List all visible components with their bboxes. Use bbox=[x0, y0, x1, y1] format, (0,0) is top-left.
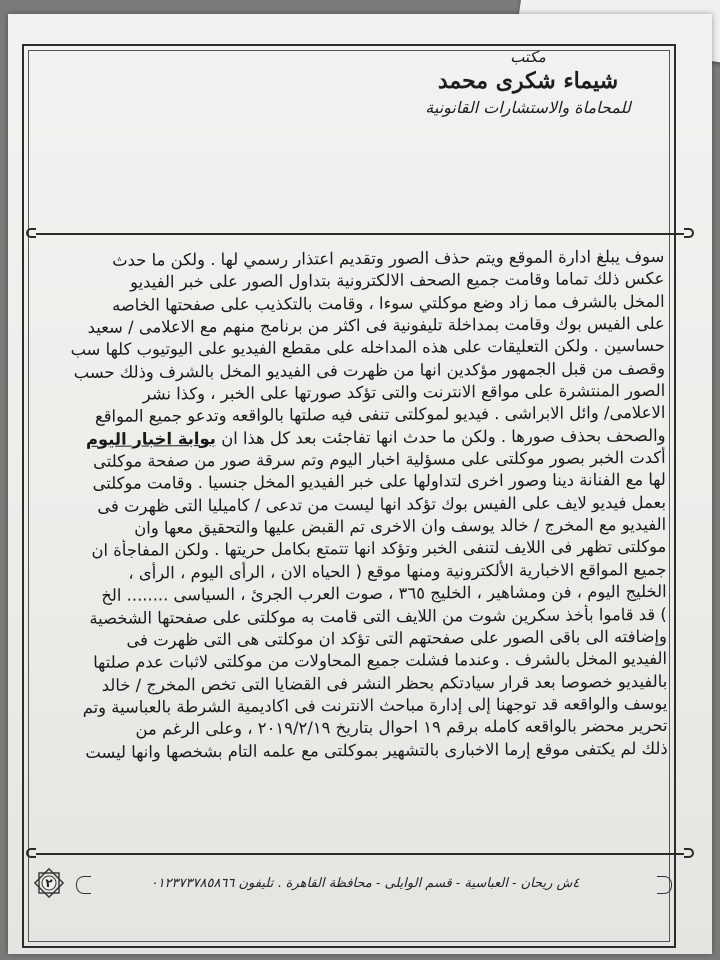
letterhead-subtitle: للمحاماة والاستشارات القانونية bbox=[425, 98, 631, 117]
divider-cap-right bbox=[684, 228, 694, 238]
body-line: الصور المنتشرة على مواقع الانترنت والتى تؤكد صورتها على الخبر ، وكذا نشر bbox=[142, 380, 666, 404]
divider-cap-left bbox=[26, 228, 36, 238]
body-line: موكلتى تظهر فى اللايف لتنفى الخبر وتؤكد انها تتمتع بكامل حريتها . ولكن المفاجأة ان bbox=[91, 537, 667, 561]
divider-line bbox=[36, 233, 684, 235]
divider-cap-right bbox=[684, 848, 694, 858]
body-line: الخليج اليوم ، فن ومشاهير ، الخليج ٣٦٥ ، صوت العرب الجرئ ، السياسى ........ الخ bbox=[101, 582, 667, 605]
body-line: وإضافته الى باقى الصور على صفحتهم التى تؤكد ان موكلتى هى التى ظهرت فى bbox=[126, 626, 667, 650]
body-line: ) قد قاموا بأخذ سكرين شوت من اللايف التى قامت به موكلتى على صفحتها الشخصية bbox=[89, 604, 667, 628]
body-line: لها مع الفنانة دينا وصور اخرى لتداولها على خبر الفيديو المخل جنسيا . وقامت موكلتى bbox=[92, 470, 666, 494]
divider-cap-left bbox=[26, 848, 36, 858]
body-line: حساسين . ولكن التعليقات على هذه المداخله على مقطع الفيديو على اليوتيوب كلها سب bbox=[70, 336, 665, 360]
footer-bracket-left bbox=[76, 876, 91, 894]
body-line: بالفيديو خصوصا بعد قرار سيادتكم بحظر النشر فى القضايا التى تخص المخرج / خالد bbox=[101, 671, 668, 695]
letterhead bbox=[378, 48, 678, 120]
body-line: وقصف من قبل الجمهور مؤكدين انها من ظهرت فى الفيديو المخل بالشرف وذلك حسب bbox=[73, 358, 666, 382]
body-line: أكدت الخبر بصور موكلتى على مسؤلية اخبار اليوم وتم سرقة صور من صفحة موكلتى bbox=[93, 447, 666, 471]
body-line: سوف يبلغ ادارة الموقع ويتم حذف الصور وتقديم اعتذار رسمي لها . ولكن ما حدث bbox=[112, 246, 665, 270]
body-line: جميع المواقع الاخبارية الألكترونية ومنها موقع ( الحياه الان ، الرأى اليوم ، الرأى ، bbox=[128, 559, 667, 583]
body-line: عكس ذلك تماما وقامت جميع الصحف الالكترونية بتداول الصور على خبر الفيديو bbox=[130, 269, 665, 292]
body-line: ذلك لم يكتفى موقع إرما الاخبارى بالتشهير بموكلتى مع علمه التام بشخصها وانها ليست bbox=[85, 738, 668, 762]
page-number-badge bbox=[32, 866, 66, 900]
letterhead-lawyer-name: شيماء شكرى محمد bbox=[437, 68, 619, 94]
body-line: الاعلامى/ وائل الابراشى . فيديو لموكلتى تنفى فيه صلتها بالواقعه وتدعو جميع المواقع bbox=[94, 403, 666, 427]
footer-divider bbox=[26, 850, 694, 858]
underlined-source-name: بوابة اخبار اليوم bbox=[85, 428, 217, 449]
body-line: على الفيس بوك وقامت بمداخلة تليفونية فى اكثر من برنامج منهم مع الاعلامى / سعيد bbox=[87, 313, 665, 337]
body-line: بعمل فيديو لايف على الفيس بوك تؤكد انها ليست من تدعى / كاميليا التى ظهرت فى bbox=[97, 492, 667, 516]
body-line: تحرير محضر بالواقعه كامله برقم ١٩ احوال بتاريخ ٢٠١٩/٢/١٩ ، وعلى الرغم من bbox=[135, 716, 668, 739]
body-line: يوسف والواقعه قد توجهنا إلى إدارة مباحث الانترنت فى اكاديمية الشرطة بالعباسية وتم bbox=[82, 693, 668, 717]
divider-line bbox=[36, 853, 684, 855]
body-line-text: والصحف بحذف صورها . ولكن ما حدث انها تفاجئت بعد كل هذا ان bbox=[221, 425, 666, 448]
body-text bbox=[54, 246, 668, 764]
footer-address: ٤ش ريحان - العباسية - قسم الوايلى - محافظة القاهرة . تليفون ٠١٢٣٧٣٧٨٥٨٦٦ bbox=[150, 876, 580, 891]
header-divider bbox=[26, 230, 694, 238]
body-line: الفيديو مع المخرج / خالد يوسف وان الاخرى تم القبض عليها والتحقيق معها وان bbox=[134, 514, 667, 538]
letterhead-office-label: مكتب bbox=[510, 48, 546, 66]
body-line: الفيديو المخل بالشرف . وعندما فشلت جميع المحاولات من موكلتى لاثبات عدم صلتها bbox=[93, 649, 668, 673]
page-number: ٢ bbox=[45, 876, 53, 890]
document-page bbox=[8, 14, 712, 954]
body-line: المخل بالشرف مما زاد وضع موكلتي سوءا ، وقامت بالتكذيب على صفحتها الخاصه bbox=[111, 291, 665, 315]
